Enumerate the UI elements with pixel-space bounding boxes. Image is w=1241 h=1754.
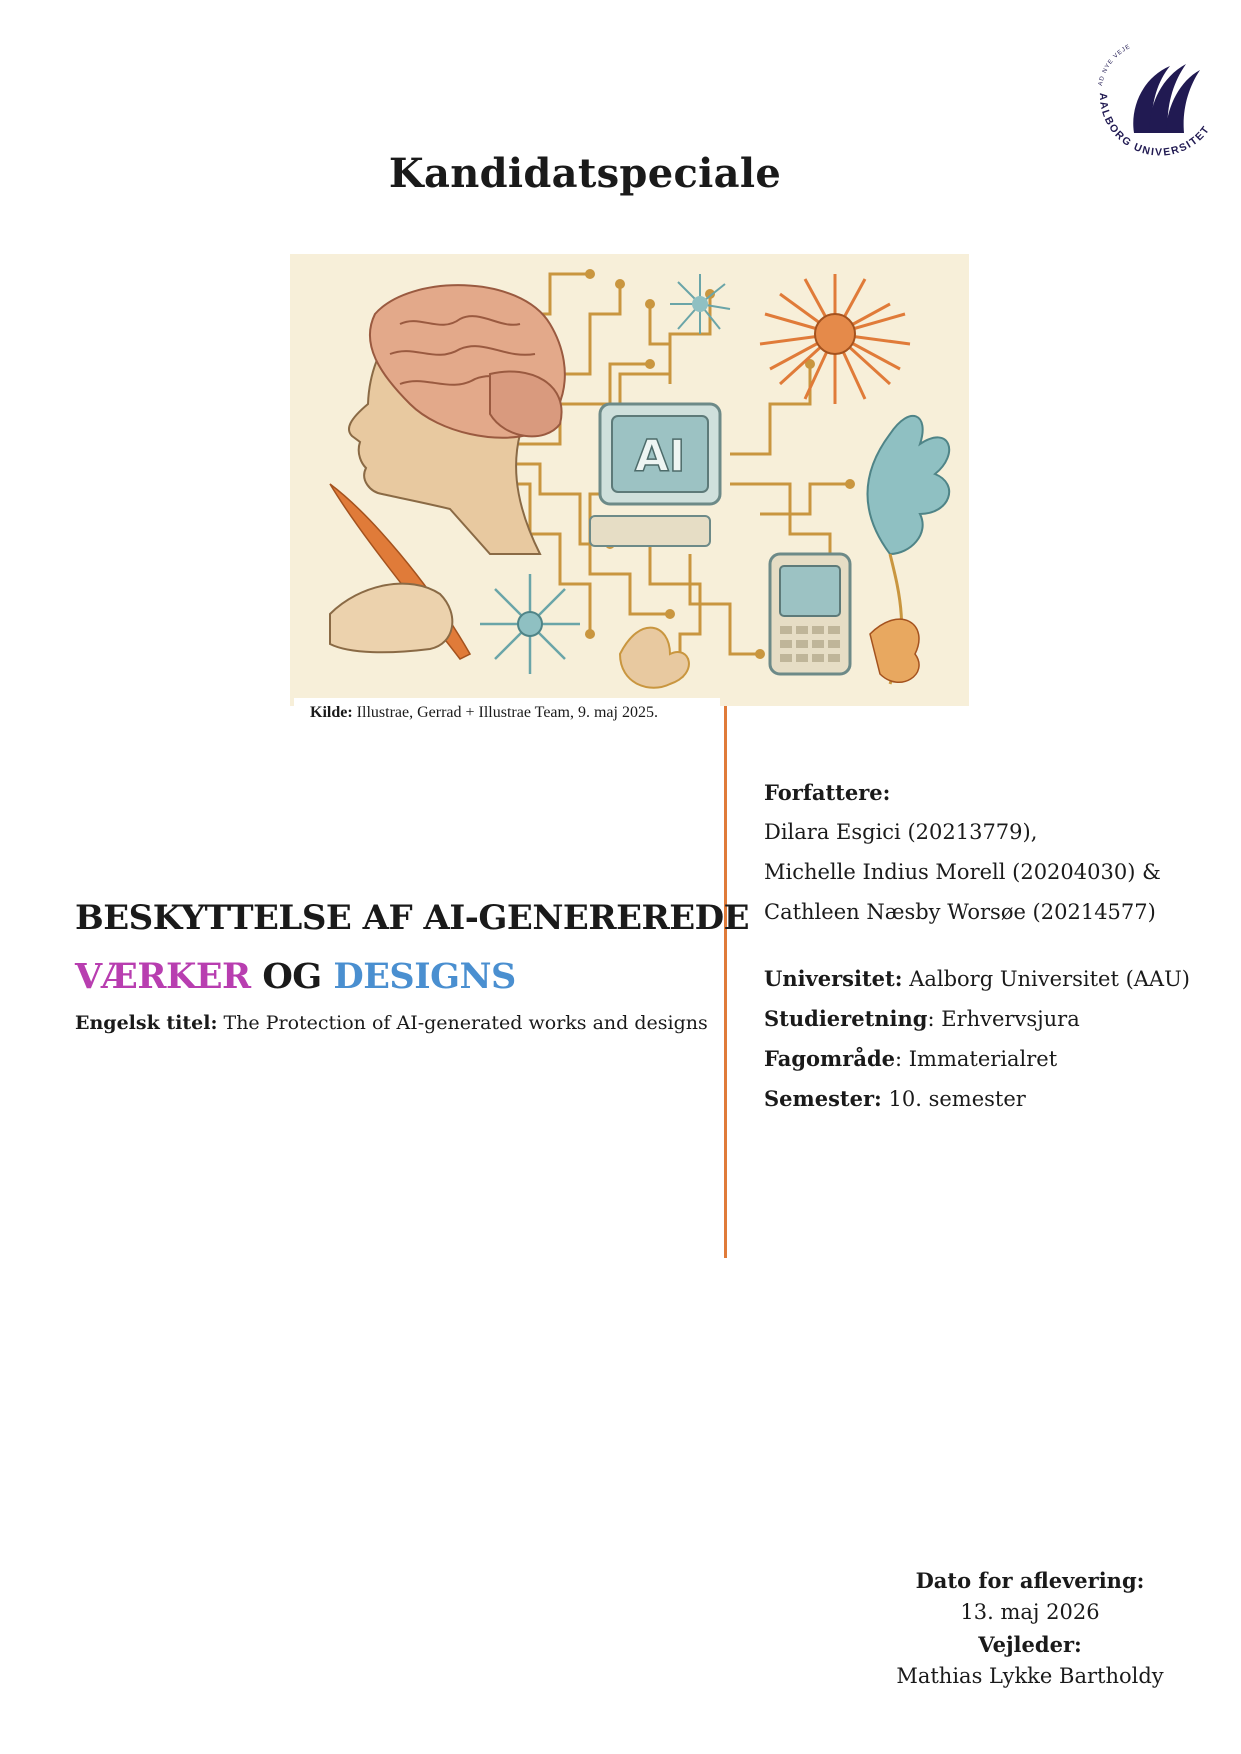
caption-label: Kilde: <box>310 704 353 721</box>
caption-text: Illustrae, Gerrad + Illustrae Team, 9. maj 2025. <box>356 704 658 721</box>
study-label: Studieretning <box>764 1006 928 1031</box>
university-line <box>764 966 1190 991</box>
page-title: Kandidatspeciale <box>388 150 782 197</box>
svg-text:AI: AI <box>634 431 686 482</box>
submission-date-label: Dato for aflevering: <box>915 1568 1145 1593</box>
field-value: Immaterialret <box>908 1047 1058 1071</box>
english-title <box>75 1012 708 1034</box>
thesis-title-line1: BESKYTTELSE AF AI-GENEREREDE <box>75 898 750 938</box>
submission-date: 13. maj 2026 <box>960 1600 1100 1624</box>
thesis-title-line2 <box>75 956 516 997</box>
supervisor-label: Vejleder: <box>978 1632 1082 1657</box>
english-title-text: The Protection of AI-generated works and designs <box>223 1012 708 1034</box>
author-3: Cathleen Næsby Worsøe (20214577) <box>764 900 1156 924</box>
cover-illustration <box>290 254 969 706</box>
field-line: Fagområde: Immaterialret <box>764 1046 1058 1071</box>
svg-text:AD NYE VEJE: AD NYE VEJE <box>1098 43 1132 87</box>
university-value: Aalborg Universitet (AAU) <box>909 967 1190 991</box>
title-word-designs: DESIGNS <box>333 956 516 997</box>
semester-line <box>764 1086 1026 1111</box>
title-word-og: OG <box>262 956 322 997</box>
svg-text:AALBORG UNIVERSITET: AALBORG UNIVERSITET <box>1096 92 1213 159</box>
study-value: Erhvervsjura <box>941 1007 1080 1031</box>
aau-emblem-icon <box>1133 64 1200 133</box>
university-label: Universitet: <box>764 966 903 991</box>
supervisor-name: Mathias Lykke Bartholdy <box>896 1664 1164 1688</box>
title-word-vaerker: VÆRKER <box>75 956 251 997</box>
authors-heading: Forfattere: <box>764 780 891 805</box>
vertical-divider <box>724 706 727 1258</box>
field-label: Fagområde <box>764 1046 895 1071</box>
author-2: Michelle Indius Morell (20204030) & <box>764 860 1161 884</box>
author-1: Dilara Esgici (20213779), <box>764 820 1038 844</box>
university-logo <box>1090 38 1230 163</box>
semester-label: Semester: <box>764 1086 882 1111</box>
study-line: Studieretning: Erhvervsjura <box>764 1006 1080 1031</box>
english-title-label: Engelsk titel: <box>75 1012 218 1034</box>
semester-value: 10. semester <box>888 1087 1026 1111</box>
illustration-caption <box>294 698 720 728</box>
